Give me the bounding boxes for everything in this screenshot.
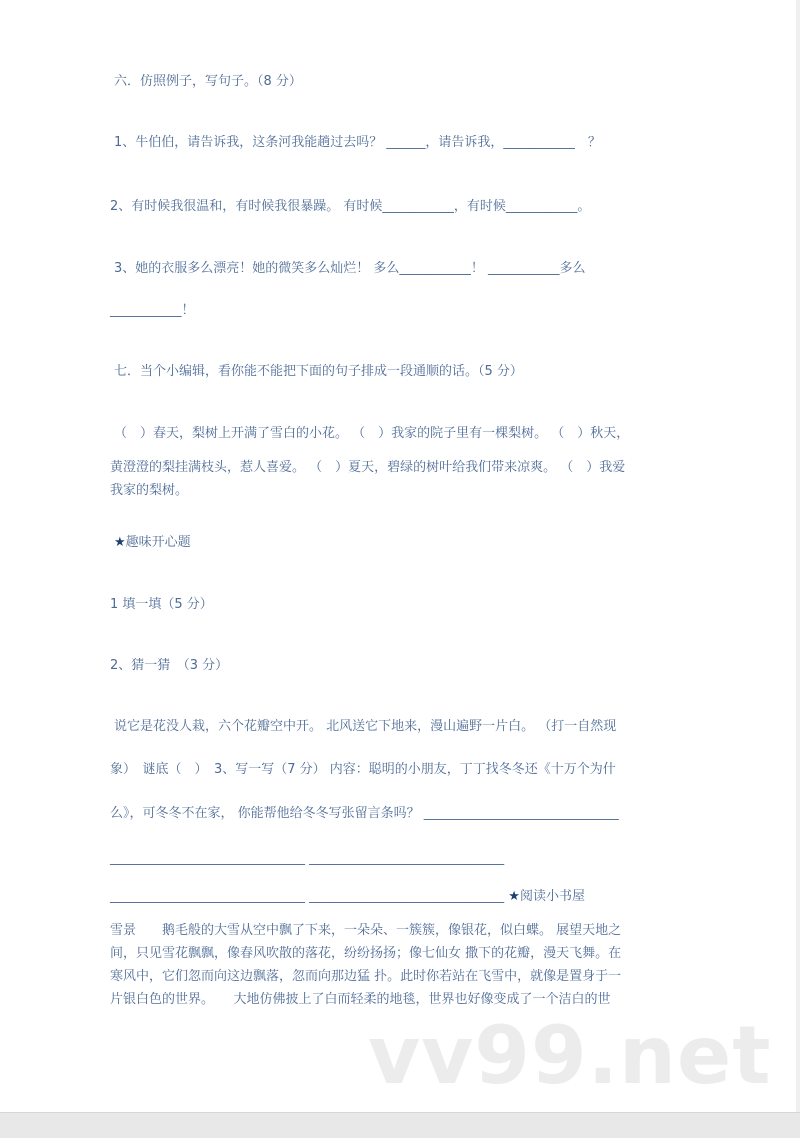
star-icon: ★: [114, 535, 126, 550]
riddle-line3: 么》，可冬冬不在家， 你能帮他给冬冬写张留言条吗？ ______________________________: [110, 806, 619, 821]
section6-q1: 1、牛伯伯，请告诉我，这条河我能趟过去吗？ ______，请告诉我，___________ ？: [114, 135, 601, 150]
section7-title: 七．当个小编辑，看你能不能把下面的句子排成一段通顺的话。（5 分）: [114, 364, 523, 379]
riddle-line2: 象） 谜底（ ） 3、写一写（7 分） 内容：聪明的小朋友，丁丁找冬冬还《十万个为什: [110, 762, 616, 777]
page-edge: [796, 0, 800, 1112]
fun-heading: [114, 534, 191, 552]
reading-title: 阅读小书屋: [519, 889, 585, 904]
section6-q3: 3、她的衣服多么漂亮！她的微笑多么灿烂！ 多么___________！ ___________多么: [114, 261, 586, 276]
star-icon: ★: [508, 889, 520, 904]
passage-line3: 寒风中，它们忽而向这边飘落，忽而向那边猛 扑。此时你若站在飞雪中，就像是置身于一: [110, 969, 622, 984]
answer-blank-2: ______________________________ ______________________________: [110, 889, 505, 904]
answer-blank-2-row: [110, 888, 585, 906]
fun-q1: 1 填一填（5 分）: [110, 597, 213, 612]
riddle-line1: 说它是花没人栽，六个花瓣空中开。 北风送它下地来，漫山遍野一片白。 （打一自然现: [114, 719, 617, 734]
passage-line1: 雪景 鹅毛般的大雪从空中飘了下来，一朵朵、一簇簇，像银花，似白蝶。 展望天地之: [110, 923, 622, 938]
passage-line4: 片银白色的世界。 大地仿佛披上了白而轻柔的地毯，世界也好像变成了一个洁白的世: [110, 992, 611, 1007]
section6-q3-cont: ___________！: [110, 303, 195, 318]
passage-line2: 间，只见雪花飘飘，像春风吹散的落花，纷纷扬扬；像七仙女 撒下的花瓣，漫天飞舞。在: [110, 946, 622, 961]
fun-q2: 2、猜一猜 （3 分）: [110, 658, 229, 673]
watermark: vv99.net: [368, 1009, 772, 1102]
section7-line2: 黄澄澄的梨挂满枝头，惹人喜爱。 （ ）夏天，碧绿的树叶给我们带来凉爽。 （ ）我爱: [110, 460, 626, 475]
fun-title: 趣味开心题: [125, 535, 191, 550]
section7-line1: （ ）春天，梨树上开满了雪白的小花。 （ ）我家的院子里有一棵梨树。 （ ）秋天，: [114, 426, 630, 441]
page-bottom-gutter: [0, 1112, 800, 1138]
answer-blank-1: ______________________________ ______________________________: [110, 851, 505, 866]
section6-q2: 2、有时候我很温和，有时候我很暴躁。 有时候___________，有时候___________。: [110, 199, 591, 214]
section6-title: 六．仿照例子，写句子。（8 分）: [114, 74, 302, 89]
section7-line3: 我家的梨树。: [110, 483, 189, 498]
